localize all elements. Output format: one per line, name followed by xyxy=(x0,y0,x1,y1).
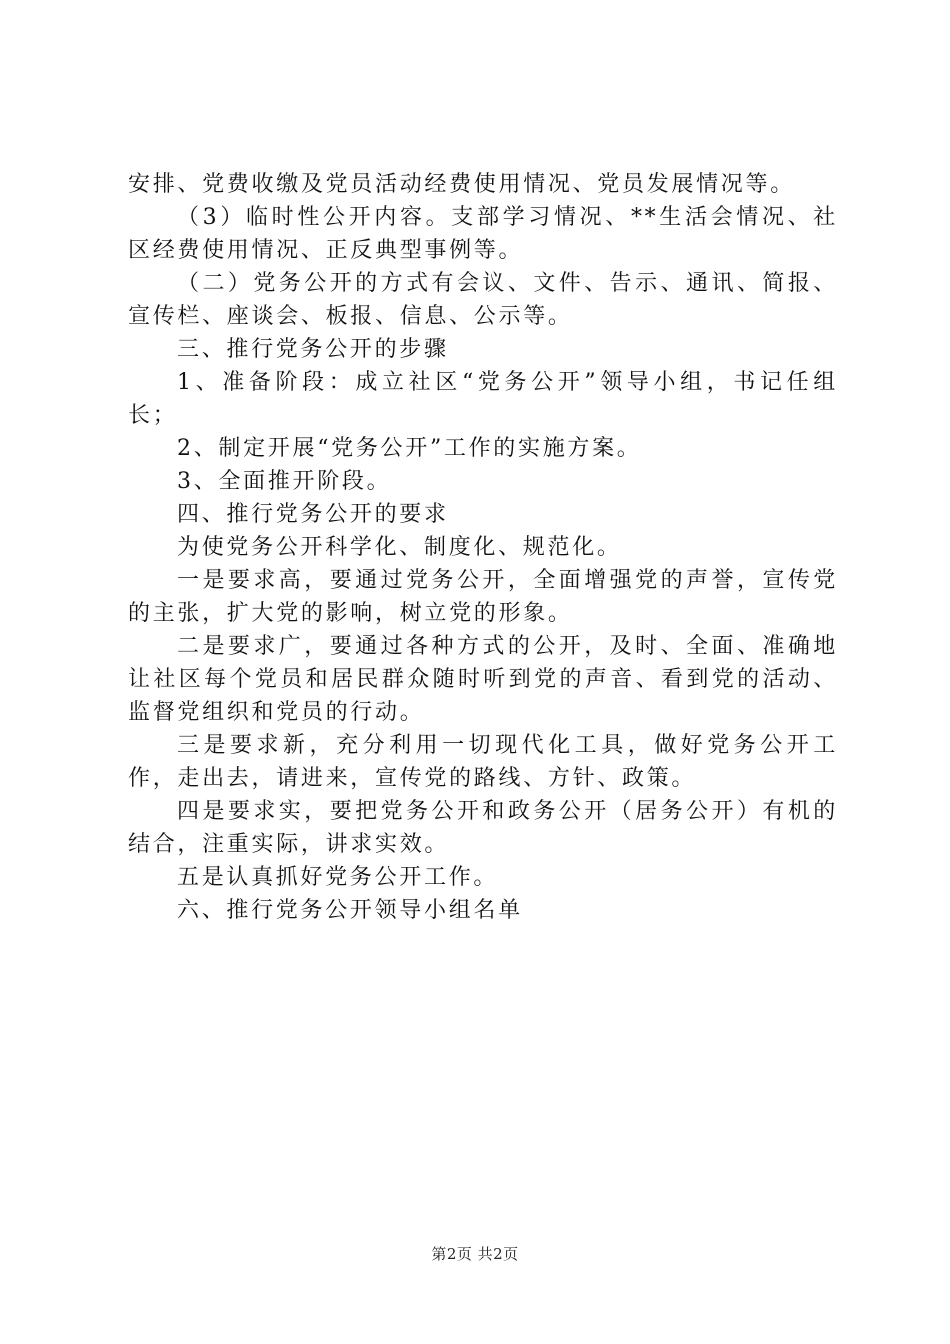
paragraph-disclosure-methods: （二）党务公开的方式有会议、文件、告示、通讯、简报、宣传栏、座谈会、板报、信息、公示等。 xyxy=(128,271,838,329)
section-heading-leadership-list: 六、推行党务公开领导小组名单 xyxy=(177,898,523,923)
document-body xyxy=(128,168,838,927)
paragraph-requirement-five: 五是认真抓好党务公开工作。 xyxy=(177,865,499,890)
paragraph-requirements-intro: 为使党务公开科学化、制度化、规范化。 xyxy=(177,535,622,560)
page-number-footer: 第2页 共2页 xyxy=(431,1245,519,1263)
paragraph-continuation: 安排、党费收缴及党员活动经费使用情况、党员发展情况等。 xyxy=(128,172,795,197)
paragraph-requirement-practical: 四是要求实，要把党务公开和政务公开（居务公开）有机的结合，注重实际，讲求实效。 xyxy=(128,799,838,857)
paragraph-requirement-new: 三是要求新，充分利用一切现代化工具，做好党务公开工作，走出去，请进来，宣传党的路线、方针、政策。 xyxy=(128,733,838,791)
paragraph-requirement-high: 一是要求高，要通过党务公开，全面增强党的声誉，宣传党的主张，扩大党的影响，树立党的形象。 xyxy=(128,568,838,626)
paragraph-step-2: 2、制定开展“党务公开”工作的实施方案。 xyxy=(177,436,642,461)
paragraph-step-1: 1、准备阶段：成立社区“党务公开”领导小组，书记任组长； xyxy=(128,370,838,428)
paragraph-step-3: 3、全面推开阶段。 xyxy=(177,469,392,494)
section-heading-requirements: 四、推行党务公开的要求 xyxy=(177,502,449,527)
paragraph-temporary-content: （3）临时性公开内容。支部学习情况、**生活会情况、社区经费使用情况、正反典型事例等。 xyxy=(128,205,838,263)
section-heading-steps: 三、推行党务公开的步骤 xyxy=(177,337,449,362)
paragraph-requirement-broad: 二是要求广，要通过各种方式的公开，及时、全面、准确地让社区每个党员和居民群众随时听到党的声音、看到党的活动、监督党组织和党员的行动。 xyxy=(128,634,838,725)
